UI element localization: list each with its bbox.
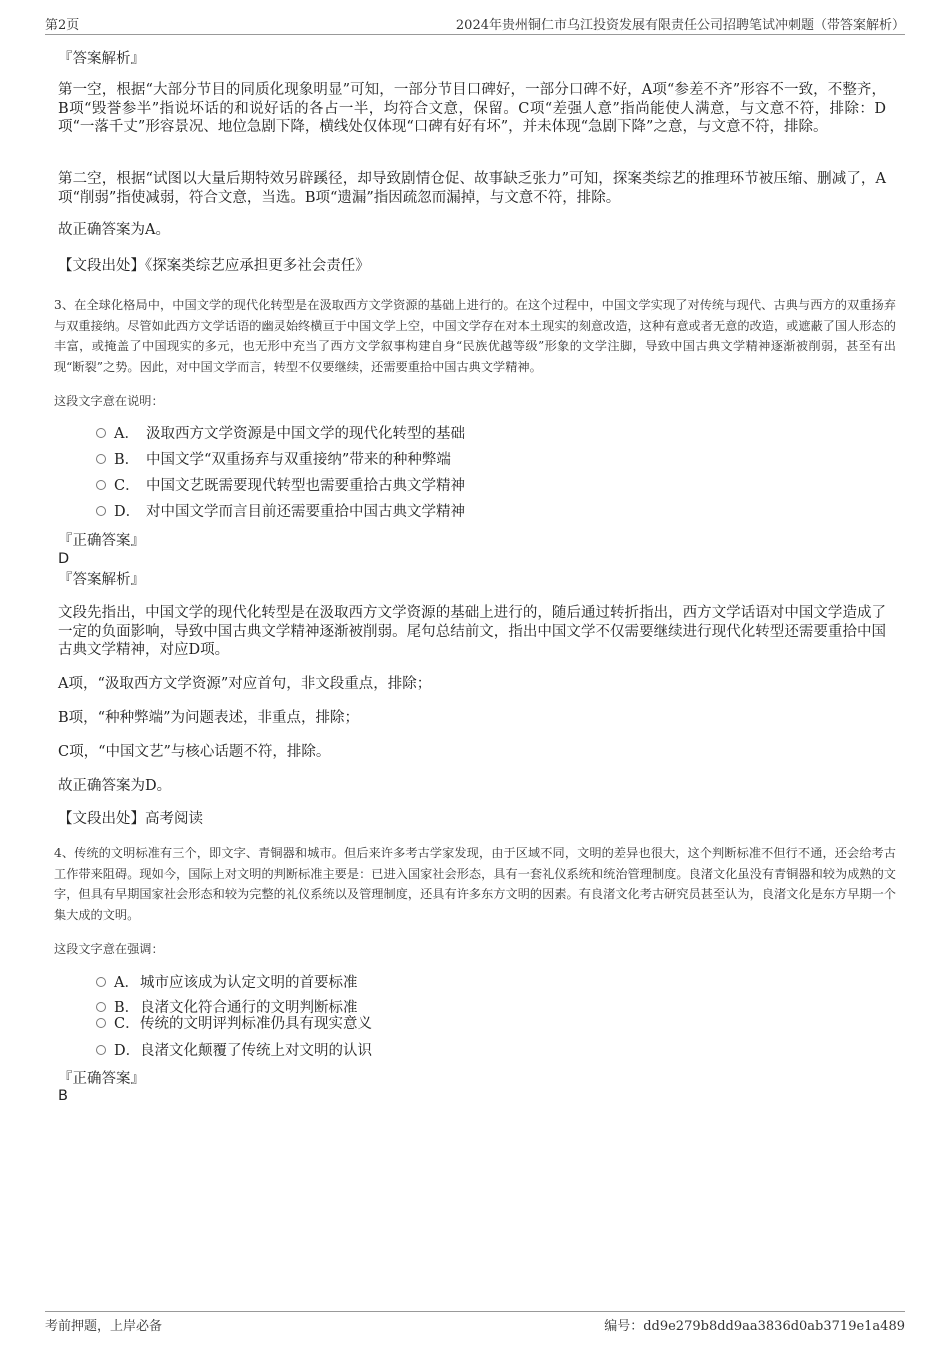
answer-value: D [58,551,70,567]
option-d[interactable] [96,502,465,522]
answer-label: 『正确答案』 [58,533,145,549]
question-prompt: 这段文字意在强调： [54,942,164,956]
footer-slogan: 考前押题，上岸必备 [45,1319,163,1334]
option-d[interactable] [96,1041,372,1061]
option-key: A． [114,975,139,991]
option-text: 汲取西方文学资源是中国文学的现代化转型的基础 [146,426,465,442]
option-key: A． [114,426,139,442]
option-text: 良渚文化符合通行的文明判断标准 [140,1000,358,1016]
option-key: B． [114,452,140,468]
source-citation: 【文段出处】《探案类综艺应承担更多社会责任》 [58,258,370,274]
option-text: 良渚文化颠覆了传统上对文明的认识 [140,1043,372,1059]
radio-icon[interactable] [96,1045,106,1055]
page-footer [45,1311,905,1335]
radio-icon[interactable] [96,1018,106,1028]
document-id: 编号：dd9e279b8dd9aa3836d0ab3719e1a489 [604,1319,905,1334]
option-b[interactable] [96,450,451,470]
radio-icon[interactable] [96,454,106,464]
radio-icon[interactable] [96,428,106,438]
option-text: 中国文学“双重扬弃与双重接纳”带来的种种弊端 [146,452,451,468]
page-header [45,14,905,35]
conclusion: 故正确答案为D。 [58,778,172,794]
radio-icon[interactable] [96,480,106,490]
option-key: B． [114,1000,140,1016]
option-c[interactable] [96,1014,372,1034]
page-number: 第2页 [45,18,80,33]
option-text: 中国文艺既需要现代转型也需要重拾古典文学精神 [146,478,465,494]
option-key: C． [114,478,140,494]
option-key: C． [114,1016,140,1032]
option-key: D． [114,504,141,520]
answer-label: 『正确答案』 [58,1071,145,1087]
question-prompt: 这段文字意在说明： [54,394,164,408]
analysis-paragraph: 文段先指出，中国文学的现代化转型是在汲取西方文学资源的基础上进行的，随后通过转折指出，西方文学话语对中国文学造成了一定的负面影响，导致中国古典文学精神逐渐被削弱。尾句总结前文，指出中国文学不仅需要继续进行现代化转型还需要重拾中国古典文学精神，对应D项。 [58,605,886,658]
radio-icon[interactable] [96,977,106,987]
option-text: 对中国文学而言目前还需要重拾中国古典文学精神 [146,504,465,520]
analysis-label: 『答案解析』 [58,572,145,588]
option-a[interactable] [96,424,465,444]
option-c[interactable] [96,476,465,496]
analysis-label: 『答案解析』 [58,51,145,67]
question-stem: 4、传统的文明标准有三个，即文字、青铜器和城市。但后来许多考古学家发现，由于区域不同，文明的差异也很大，这个判断标准不但行不通，还会给考古工作带来阻碍。现如今，国际上对文明的判断标准主要是：已进入国家社会形态，具有一套礼仪系统和统治管理制度。良渚文化虽没有青铜器和较为成熟的文字，但具有早期国家社会形态和较为完整的礼仪系统以及管理制度，还具有许多东方文明的因素。有良渚文化考古研究员甚至认为，良渚文化是东方早期一个集大成的文明。 [54,846,896,922]
question-stem: 3、在全球化格局中，中国文学的现代化转型是在汲取西方文学资源的基础上进行的。在这个过程中，中国文学实现了对传统与现代、古典与西方的双重扬弃与双重接纳。尽管如此西方文学话语的幽灵始终横亘于中国文学上空，中国文学存在对本土现实的刻意改造，这种有意或者无意的改造，或遮蔽了国人形态的丰富，或掩盖了中国现实的多元，也无形中充当了西方文学叙事构建自身“民族优越等级”形象的文学注脚，导致中国古典文学精神逐渐被削弱，甚至有出现“断裂”之势。因此，对中国文学而言，转型不仅要继续，还需要重拾中国古典文学精神。 [54,298,896,374]
analysis-paragraph: 第二空，根据“试图以大量后期特效另辟蹊径，却导致剧情仓促、故事缺乏张力”可知，探案类综艺的推理环节被压缩、删减了，A项“削弱”指使减弱，符合文意，当选。B项“遗漏”指因疏忽而漏掉，与文意不符，排除。 [58,171,886,206]
conclusion: 故正确答案为A。 [58,222,170,238]
option-text: 城市应该成为认定文明的首要标准 [140,975,358,991]
option-key: D． [114,1043,141,1059]
radio-icon[interactable] [96,506,106,516]
analysis-paragraph: 第一空，根据“大部分节目的同质化现象明显”可知，一部分节目口碑好，一部分口碑不好，A项“参差不齐”形容不一致，不整齐，B项“毁誉参半”指说坏话的和说好话的各占一半，均符合文意，保留。C项“差强人意”指尚能使人满意，与文意不符，排除：D项“一落千丈”形容景况、地位急剧下降，横线处仅体现“口碑有好有坏”，并未体现“急剧下降”之意，与文意不符，排除。 [58,82,886,135]
analysis-line: A项，“汲取西方文学资源”对应首句，非文段重点，排除； [58,676,432,692]
document-title: 2024年贵州铜仁市乌江投资发展有限责任公司招聘笔试冲刺题（带答案解析） [455,18,905,33]
option-text: 传统的文明评判标准仍具有现实意义 [140,1016,372,1032]
answer-value: B [58,1088,68,1104]
radio-icon[interactable] [96,1002,106,1012]
option-a[interactable] [96,973,358,993]
analysis-line: B项，“种种弊端”为问题表述，非重点，排除； [58,710,359,726]
analysis-line: C项，“中国文艺”与核心话题不符，排除。 [58,744,331,760]
source-citation: 【文段出处】高考阅读 [58,811,203,827]
